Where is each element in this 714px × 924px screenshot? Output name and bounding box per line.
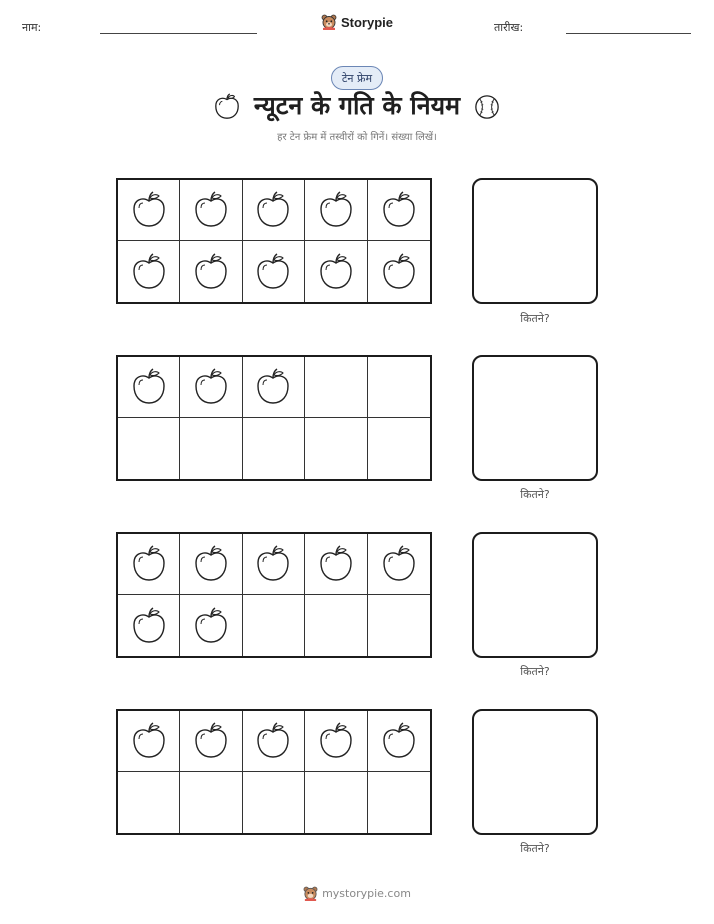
answer-box-2[interactable] (472, 355, 598, 481)
frame-cell (180, 180, 242, 241)
frame-cell (243, 180, 305, 241)
frame-cell (118, 595, 180, 656)
apple-icon (317, 721, 355, 761)
apple-icon (192, 606, 230, 646)
frame-cell (243, 241, 305, 302)
frame-cell (305, 180, 367, 241)
frame-cell (368, 418, 430, 479)
apple-icon (254, 544, 292, 584)
answer-box-1[interactable] (472, 178, 598, 304)
instructions: हर टेन फ्रेम में तस्वीरों को गिनें। संख्या लिखें। (277, 132, 437, 143)
name-line[interactable] (100, 33, 257, 34)
frame-cell (243, 357, 305, 418)
apple-icon (380, 721, 418, 761)
frame-cell (368, 711, 430, 772)
footer-url: mystorypie.com (322, 887, 411, 900)
apple-icon (317, 190, 355, 230)
frame-cell (368, 595, 430, 656)
frame-cell (368, 772, 430, 833)
frame-cell (180, 534, 242, 595)
apple-icon (254, 252, 292, 292)
answer-box-4[interactable] (472, 709, 598, 835)
apple-icon (130, 367, 168, 407)
apple-icon (254, 367, 292, 407)
ten-frame-4 (116, 709, 432, 835)
frame-cell (180, 772, 242, 833)
frame-cell (180, 241, 242, 302)
how-many-label-3: कितने? (520, 665, 550, 678)
frame-cell (180, 418, 242, 479)
frame-cell (305, 418, 367, 479)
frame-cell (180, 711, 242, 772)
frame-cell (180, 595, 242, 656)
name-label: नाम: (22, 21, 42, 34)
apple-icon (192, 367, 230, 407)
frame-cell (305, 241, 367, 302)
how-many-label-1: कितने? (520, 312, 550, 325)
frame-cell (305, 534, 367, 595)
answer-box-3[interactable] (472, 532, 598, 658)
brand-name: Storypie (340, 14, 393, 30)
brand-logo (0, 14, 714, 30)
frame-cell (305, 711, 367, 772)
frame-cell (118, 711, 180, 772)
date-label: तारीख: (494, 21, 524, 34)
frame-cell (243, 595, 305, 656)
footer (0, 886, 714, 901)
ten-frame-3 (116, 532, 432, 658)
how-many-label-2: कितने? (520, 488, 550, 501)
frame-cell (243, 534, 305, 595)
ten-frame-badge: टेन फ्रेम (331, 66, 383, 90)
apple-icon (130, 190, 168, 230)
frame-cell (118, 357, 180, 418)
apple-icon (254, 721, 292, 761)
apple-icon (192, 252, 230, 292)
apple-icon (317, 544, 355, 584)
frame-cell (305, 595, 367, 656)
frame-cell (243, 772, 305, 833)
frame-cell (368, 534, 430, 595)
date-line[interactable] (566, 33, 691, 34)
frame-cell (243, 711, 305, 772)
frame-cell (118, 180, 180, 241)
bear-icon (321, 14, 337, 30)
frame-cell (118, 241, 180, 302)
frame-cell (243, 418, 305, 479)
frame-cell (118, 534, 180, 595)
apple-icon (380, 544, 418, 584)
frame-cell (180, 357, 242, 418)
frame-cell (118, 418, 180, 479)
bear-icon (303, 886, 318, 901)
apple-icon (380, 252, 418, 292)
how-many-label-4: कितने? (520, 842, 550, 855)
apple-icon (254, 190, 292, 230)
apple-icon (130, 721, 168, 761)
frame-cell (368, 180, 430, 241)
ten-frame-1 (116, 178, 432, 304)
apple-icon (192, 544, 230, 584)
baseball-icon (474, 94, 500, 120)
apple-icon (317, 252, 355, 292)
apple-icon (130, 252, 168, 292)
frame-cell (368, 357, 430, 418)
apple-icon (130, 544, 168, 584)
page-title: न्यूटन के गति के नियम (253, 91, 461, 120)
ten-frame-2 (116, 355, 432, 481)
frame-cell (305, 357, 367, 418)
apple-icon (192, 721, 230, 761)
apple-icon (130, 606, 168, 646)
apple-icon (380, 190, 418, 230)
frame-cell (305, 772, 367, 833)
apple-icon (192, 190, 230, 230)
frame-cell (368, 241, 430, 302)
frame-cell (118, 772, 180, 833)
